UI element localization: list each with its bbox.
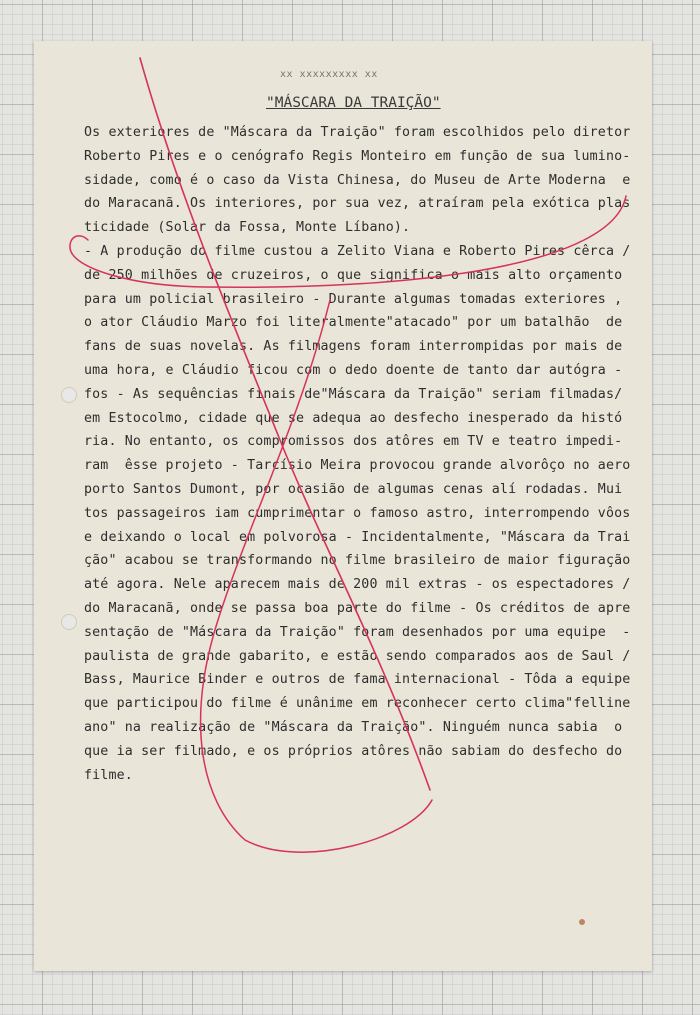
- typed-line: Roberto Pires e o cenógrafo Regis Monteiro em função de sua lumino-: [84, 148, 631, 164]
- typed-line: do Maracanã, onde se passa boa parte do filme - Os créditos de apre: [84, 600, 631, 616]
- typed-line: fos - As sequências finais de"Máscara da Traição" seriam filmadas/: [84, 386, 623, 402]
- typed-line: porto Santos Dumont, por ocasião de algumas cenas alí rodadas. Mui: [84, 481, 623, 497]
- typed-line: ria. No entanto, os compromissos dos atôres em TV e teatro impedi-: [84, 434, 623, 450]
- typed-line: em Estocolmo, cidade que se adequa ao desfecho inesperado da histó: [84, 410, 623, 426]
- typed-line: que ia ser filmado, e os próprios atôres não sabiam do desfecho do: [84, 743, 623, 759]
- typed-line: que participou do filme é unânime em reconhecer certo clima"felline: [84, 696, 631, 712]
- typed-line: até agora. Nele aparecem mais de 200 mil extras - os espectadores /: [84, 577, 631, 593]
- typed-line: uma hora, e Cláudio ficou com o dedo doente de tanto dar autógra -: [84, 362, 623, 378]
- typed-line: o ator Cláudio Marzo foi literalmente"atacado" por um batalhão de: [84, 315, 623, 331]
- typed-line: ticidade (Solar da Fossa, Monte Líbano).: [84, 220, 411, 236]
- typed-line: - A produção do filme custou a Zelito Viana e Roberto Pires cêrca /: [84, 243, 631, 259]
- red-stroke-loop: [70, 196, 626, 287]
- typed-line: fans de suas novelas. As filmagens foram interrompidas por mais de: [84, 339, 623, 355]
- struck-out-header: xx xxxxxxxxx xx: [280, 71, 378, 79]
- typed-line: ano" na realização de "Máscara da Traição". Ninguém nunca sabia o: [84, 719, 623, 735]
- red-stroke-diagonal: [140, 58, 430, 790]
- typed-line: paulista de grande gabarito, e estão sendo comparados aos de Saul /: [84, 648, 631, 664]
- typed-line: e deixando o local em polvorosa - Incidentalmente, "Máscara da Trai: [84, 529, 631, 545]
- typed-line: ram êsse projeto - Tarcísio Meira provocou grande alvorôço no aero: [84, 458, 631, 474]
- typed-line: do Maracanã. Os interiores, por sua vez, atraíram pela exótica plas: [84, 196, 631, 212]
- red-stroke-cross: [201, 300, 432, 852]
- typed-line: Bass, Maurice Binder e outros de fama internacional - Tôda a equipe: [84, 672, 631, 688]
- typed-line: sentação de "Máscara da Traição" foram desenhados por uma equipe -: [84, 624, 631, 640]
- typed-line: ção" acabou se transformando no filme brasileiro de maior figuração: [84, 553, 631, 569]
- document-title: "MÁSCARA DA TRAIÇÃO": [266, 95, 441, 111]
- typed-line: sidade, como é o caso da Vista Chinesa, do Museu de Arte Moderna e: [84, 172, 631, 188]
- typed-line: de 250 milhões de cruzeiros, o que significa o mais alto orçamento: [84, 267, 623, 283]
- typed-line: Os exteriores de "Máscara da Traição" foram escolhidos pelo diretor: [84, 125, 631, 140]
- typed-line: para um policial brasileiro - Durante algumas tomadas exteriores ,: [84, 291, 623, 307]
- typed-line: tos passageiros iam cumprimentar o famoso astro, interrompendo vôos: [84, 505, 631, 521]
- typed-line: filme.: [84, 767, 133, 783]
